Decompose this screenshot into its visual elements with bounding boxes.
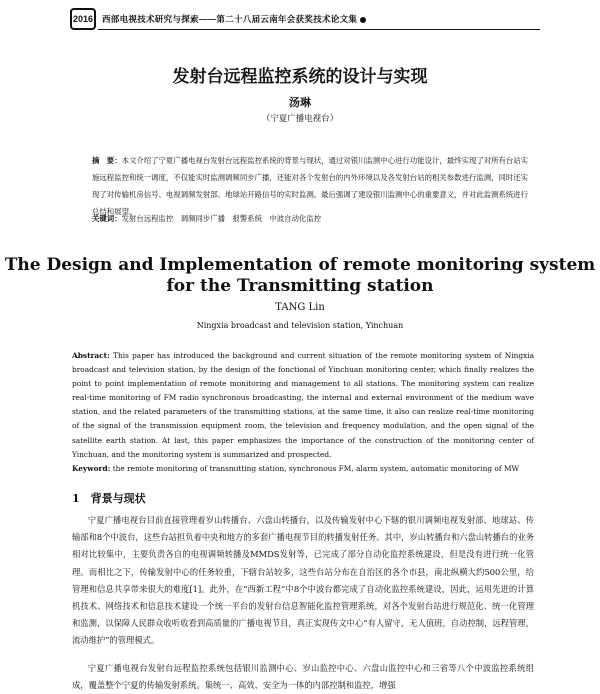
- paper-title-en-line2: for the Transmitting station: [166, 276, 434, 296]
- running-header: [70, 6, 540, 32]
- affiliation-en: Ningxia broadcast and television station, Yinchuan: [196, 321, 404, 330]
- abstract-en-text: This paper has introduced the background and current situation of the remote monitoring system of Ningxia broadcast and television station, by the design of the fonctional of Yinchuan monitoring center, which finally realizes the point to point implementation of remote monitoring and management to all stations. The monitoring system can realize real-time monitoring of FM radio synchronous broadcasting, the internal and external environment of the medium wave station, and the related parameters of the transmitting stations, at the same time, it also can realize real-time monitoring of the signal of the transmission equipment room, the television and frequency modulation, and the open signal of the satellite earth station. At last, this paper emphasizes the importance of the construction of the monitoring center of Yinchuan, and the monitoring system is summarized and prospected.: [72, 351, 534, 459]
- keywords-cn-text: 发射台远程监控 调频同步广播 报警系统 中波自动化监控: [121, 214, 322, 223]
- paper-title-en-line1: The Design and Implementation of remote monitoring system: [4, 255, 596, 275]
- keywords-en-label: Keyword:: [72, 464, 111, 473]
- year-logo: 2016: [70, 8, 96, 30]
- header-rule: [98, 29, 540, 30]
- affiliation-cn: （宁夏广播电视台）: [261, 114, 339, 124]
- keywords-en: [72, 463, 534, 475]
- author-cn: 汤琳: [289, 96, 311, 109]
- abstract-en-label: Abstract:: [72, 351, 110, 360]
- bullet-icon: [360, 17, 366, 23]
- abstract-cn-text: 本文介绍了宁夏广播电视台发射台远程监控系统的背景与现状，通过对银川监测中心进行功能设计，最终实现了对所有台站实施远程监控和统一调度，不仅能实时监测调频同步广播，还能对各个发射台的内外环境以及各发射台站的相关参数进行监测，同时还实现了对传输机房信号、电视调频发射部、地球站开路信号的实时监测。最后强调了建设银川监测中心的重要意义，并对此监测系统进行总结和展望。: [92, 156, 529, 216]
- author-en: TANG Lin: [275, 302, 325, 313]
- keywords-cn-label: 关键词：: [92, 214, 122, 223]
- paper-title-en: [0, 255, 600, 297]
- body-paragraph-2: 宁夏广播电视台发射台远程监控系统包括银川监测中心、岁山监控中心、六盘山监控中心和三省等八个中波监控系统组成，覆盖整个宁夏的传输发射系统。集统一、高效、安全为一体的内部控制和监控，增强: [72, 663, 534, 691]
- body-paragraph-1: 宁夏广播电视台目前直接管理着岁山转播台、六盘山转播台，以及传输发射中心下辖的银川调频电视发射部、地球站、传输部和8个中波台，这些台站担负着中央和地方的多套广播电视节目的转播发射任务。其中，岁山转播台和六盘山转播台的业务相对比较集中，主要负责各自的电视调频转播及MMDS发射等，已完成了部分自动化监控系统建设，但是没有进行统一化管理。而相比之下，传输发射中心的任务较重，下辖台站较多，这些台站分布在自治区的各个市县，南北纵横大约500公里，给管理和信息共享带来很大的难度[1]。此外，在“西新工程”中8个中波台都完成了自动化监控系统建设，因此，运用先进的计算机技术、网络技术和信息技术建设一个统一平台的发射台信息智能化监控管理系统，对各个发射台站进行规范化、统一化管理和监测，以保障人民群众收听收看到高质量的广播电视节目，真正实现传文中心“有人留守，无人值班，自动控制，远程管理，流动维护”的管理模式。: [72, 515, 534, 646]
- section-heading: 1 背景与现状: [72, 492, 146, 505]
- keywords-en-text: the remote monitoring of transmitting station, synchronous FM, alarm system, automatic monitoring of MW: [110, 464, 520, 473]
- abstract-en: [72, 349, 534, 462]
- keywords-cn: [92, 213, 532, 225]
- running-title: 西部电视技术研究与探索——第二十八届云南年会获奖技术论文集: [102, 13, 366, 25]
- abstract-cn: [92, 152, 532, 220]
- paper-title-cn: 发射台远程监控系统的设计与实现: [172, 67, 428, 87]
- abstract-cn-label: 摘 要：: [92, 156, 122, 165]
